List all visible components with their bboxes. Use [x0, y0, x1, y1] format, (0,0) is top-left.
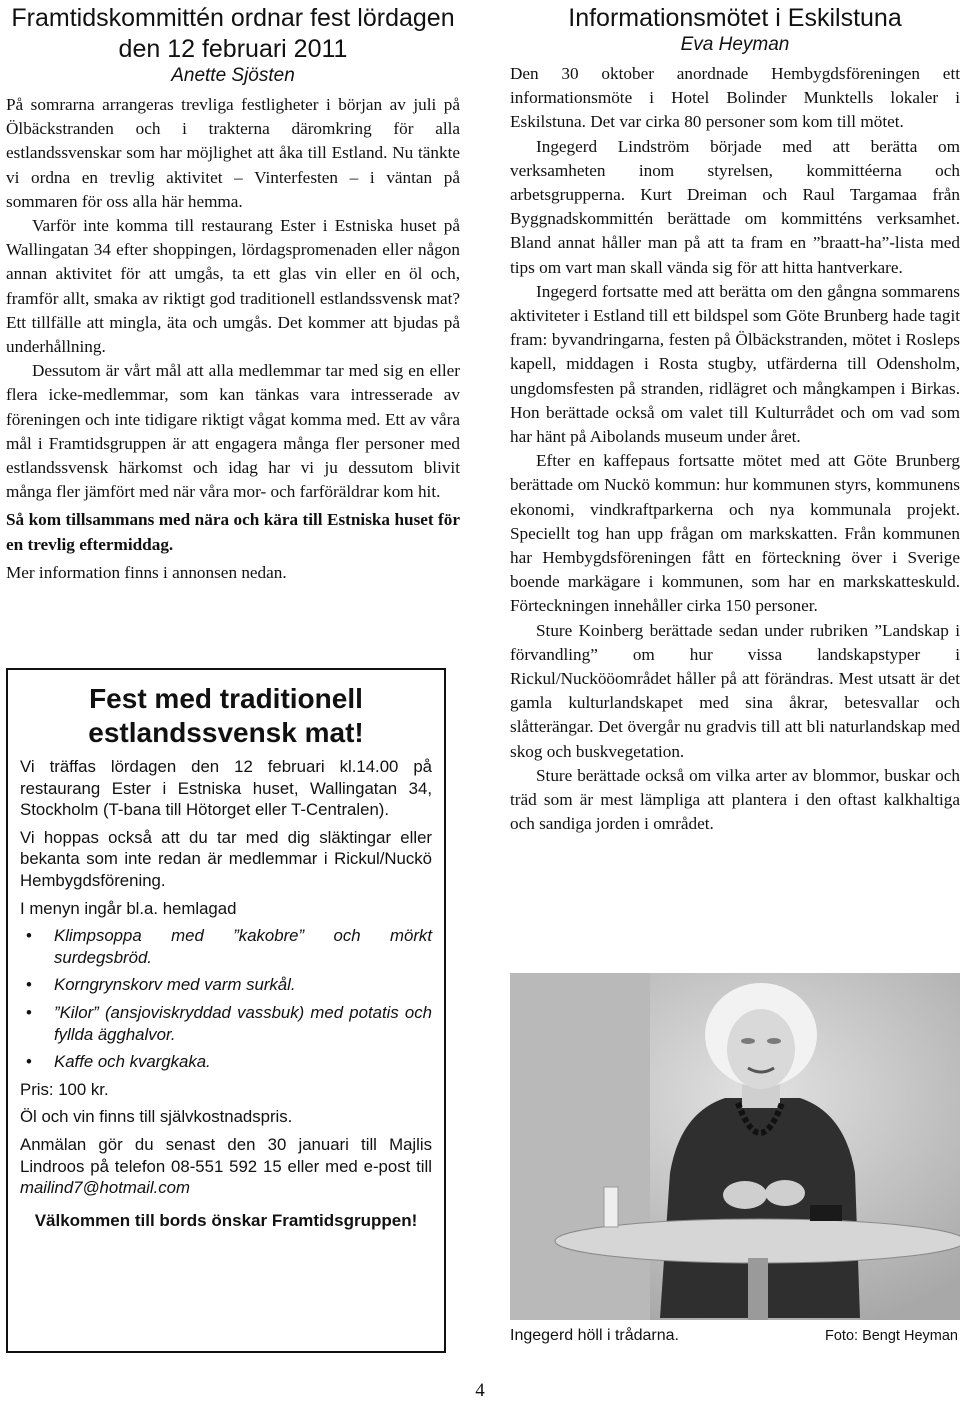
speaker-photo [510, 973, 960, 1320]
menu-item [20, 974, 432, 996]
bullet-icon: • [26, 975, 32, 995]
ad-menu-list [20, 925, 432, 1073]
left-article-title: Framtidskommittén ordnar fest lördagen den 12 februari 2011 [11, 4, 455, 63]
menu-item [20, 1051, 432, 1073]
ad-title: Fest med traditionell estlandssvensk mat! [88, 683, 364, 748]
ad-paragraph-1: Vi träffas lördagen den 12 februari kl.14.00 på restaurang Ester i Estniska huset, Wallingatan 34, Stockholm (T-bana till Hötorget eller T-Centralen). [20, 757, 432, 820]
left-paragraph-5: Mer information finns i annonsen nedan. [6, 562, 287, 582]
left-paragraph-2: Varför inte komma till restaurang Ester i Estniska huset på Wallingatan 34 efter shoppingen, lördagspromenaden eller någon annan aktivitet för att umgås, ta ett glas vin eller en öl och, framför allt, smaka av riktigt god traditionell estlandssvensk mat? Ett tillfälle att mingla, äta och umgås. Det kommer att bjudas på underhållning. [6, 216, 460, 357]
right-article-author: Eva Heyman [680, 34, 790, 55]
right-paragraph-6: Sture berättade också om vilka arter av blommor, buskar och träd som är mest lämpliga att plantera i den oftast kalkhaltiga och sandiga jorden i området. [510, 765, 960, 834]
ad-signup [20, 1134, 432, 1199]
bullet-icon: • [26, 1002, 32, 1022]
page-number: 4 [475, 1380, 485, 1401]
ad-drinks: Öl och vin finns till självkostnadspris. [20, 1107, 293, 1127]
left-paragraph-1: På somrarna arrangeras trevliga festligheter i början av juli på Ölbäckstranden och i trakterna däromkring för alla estlandssvenskar som har möjlighet att åka till Estland. Nu tänkte vi ordna en trevlig aktivitet – Vinterfesten – i väntan på sommaren för oss alla här hemma. [6, 95, 460, 211]
photo-caption: Ingegerd höll i trådarna. [510, 1327, 679, 1344]
right-paragraph-1: Den 30 oktober anordnade Hembygdsföreningen ett informationsmöte i Hotel Bolinder Munktells lokaler i Eskilstuna. Det var cirka 80 personer som kom till mötet. [510, 64, 960, 132]
right-article-title: Informationsmötet i Eskilstuna [568, 4, 902, 32]
menu-item-text: Korngrynskorv med varm surkål. [54, 975, 296, 995]
ad-paragraph-2: Vi hoppas också att du tar med dig släktingar eller bekanta som inte redan är medlemmar i Rickul/Nuckö Hembygdsförening. [20, 827, 432, 890]
speaker-photo-image [510, 973, 960, 1320]
left-article-author: Anette Sjösten [171, 65, 295, 86]
ad-price: Pris: 100 kr. [20, 1079, 109, 1099]
right-paragraph-5: Sture Koinberg berättade sedan under rubriken ”Landskap i förvandling” om hur vissa landskapstyper i Rickul/Nuckööområdet håller på att förändras. Mest utsatt är det gamla kulturlandskapet med sina åkrar, betesvallar och slåtterängar. Det övergår nu gradvis till att bli naturlandskap med skog och buskvegetation. [510, 620, 960, 761]
photo-credit: Foto: Bengt Heyman [825, 1328, 958, 1344]
bullet-icon: • [26, 926, 32, 946]
bullet-icon: • [26, 1052, 32, 1072]
event-advertisement-box [6, 668, 446, 1353]
menu-item-text: Klimpsoppa med ”kakobre” och mörkt surdegsbröd. [54, 926, 432, 967]
right-article [510, 0, 960, 837]
ad-footer: Välkommen till bords önskar Framtidsgruppen! [34, 1210, 418, 1230]
right-paragraph-2: Ingegerd Lindström började med att berätta om verksamheten inom styrelsen, kommittéerna och arbetsgrupperna. Kurt Dreiman och Raul Targamaa från Byggnadskommittén berättade om kommitténs verksamhet. Bland annat håller man på att ta fram en ”braatt-ha”-lista med tips om vart man skall vända sig för att hitta hantverkare. [510, 136, 960, 277]
menu-item-text: ”Kilor” (ansjoviskryddad vassbuk) med potatis och fyllda ägghalvor. [54, 1002, 432, 1044]
right-paragraph-3: Ingegerd fortsatte med att berätta om den gångna sommarens aktiviteter i Estland till ett bildspel som Göte Brunberg hade tagit fram: byvandringarna, festen på Ölbäckstranden, mötet i Rosleps kapell, middagen i Rosta stugby, utfärderna till Odensholm, ungdomsfesten på stranden, ridlägret och mångkampen i Birkas. Hon berättade också om valet till Kulturrådet och om vad som har hänt på Aibolands museum under året. [510, 281, 960, 447]
right-paragraph-4: Efter en kaffepaus fortsatte mötet med att Göte Brunberg berättade om Nuckö kommun: hur kommunen styrs, kommunens ekonomi, vindkraftparkerna och nya kommunala projekt. Speciellt tog han upp frågan om markskatten. Från kommunen har Hembygdsföreningen fått en förteckning över i Sverige boende markägare i kommunen, som har en markskatteskuld. Förteckningen innehåller cirka 150 personer. [510, 451, 960, 616]
left-paragraph-4: Så kom tillsammans med nära och kära till Estniska huset för en trevlig eftermiddag. [6, 510, 460, 554]
left-paragraph-3: Dessutom är vårt mål att alla medlemmar tar med sig en eller flera icke-medlemmar, som kan tänkas vara intresserade av föreningen och inte tidigare riktigt vågat komma med. Ett av våra mål i Framtidsgruppen är att engagera många fler personer med estlandssvensk härkomst och idag har vi ju dessutom blivit många fler jämfört med när våra mor- och farföräldrar kom hit. [6, 361, 460, 502]
ad-email-link[interactable]: mailind7@hotmail.com [20, 1178, 190, 1198]
menu-item [20, 925, 432, 968]
menu-item-text: Kaffe och kvargkaka. [54, 1052, 211, 1072]
left-article [6, 0, 460, 585]
ad-signup-text: Anmälan gör du senast den 30 januari till Majlis Lindroos på telefon 08-551 592 15 eller med e-post till [20, 1134, 432, 1176]
ad-menu-intro: I menyn ingår bl.a. hemlagad [20, 898, 237, 918]
menu-item [20, 1002, 432, 1045]
